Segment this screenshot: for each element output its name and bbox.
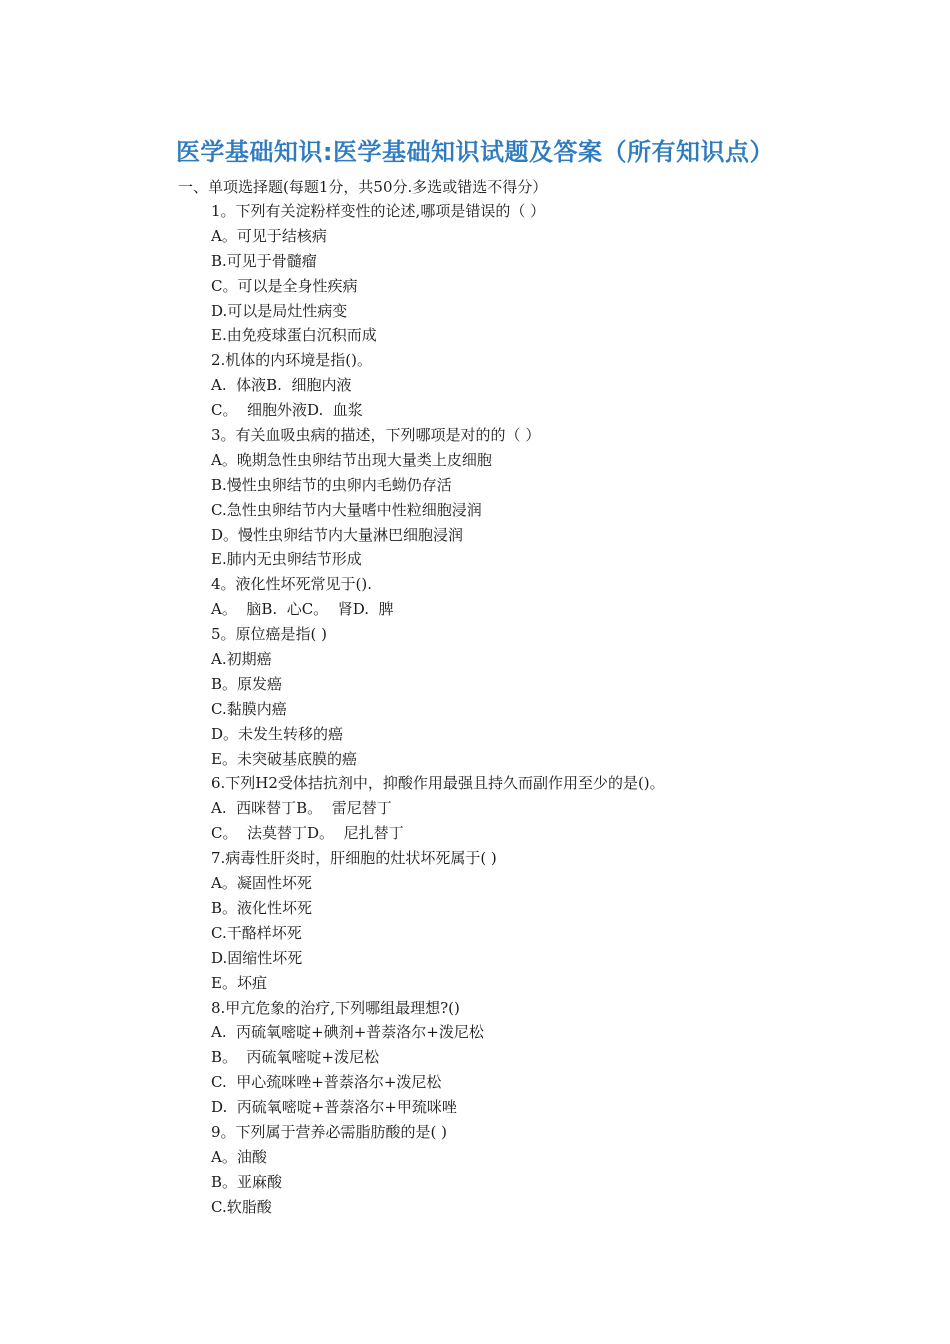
question-text: 3。有关血吸虫病的描述，下列哪项是对的的（ ） <box>211 426 541 445</box>
question-text: 8.甲亢危象的治疗,下列哪组最理想?() <box>211 998 460 1017</box>
answer-option: C。 法莫替丁D。 尼扎替丁 <box>211 824 404 843</box>
answer-option: A. 体液B. 细胞内液 <box>211 376 352 395</box>
answer-option: B.慢性虫卵结节的虫卵内毛蚴仍存活 <box>211 475 452 494</box>
answer-option: C。 细胞外液D. 血浆 <box>211 401 363 420</box>
question-text: 4。液化性坏死常见于(). <box>211 575 373 594</box>
answer-option: C.软脂酸 <box>211 1197 272 1216</box>
question-text: 9。下列属于营养必需脂肪酸的是( ) <box>211 1122 448 1141</box>
answer-option: C.黏膜内癌 <box>211 699 287 718</box>
answer-option: B。 丙硫氧嘧啶+泼尼松 <box>211 1048 380 1067</box>
answer-option: C。可以是全身性疾病 <box>211 276 358 295</box>
answer-option: B。原发癌 <box>211 674 283 693</box>
answer-option: A. 西咪替丁B。 雷尼替丁 <box>211 799 392 818</box>
answer-option: B。液化性坏死 <box>211 898 313 917</box>
answer-option: C. 甲心巯咪唑+普萘洛尔+泼尼松 <box>211 1073 442 1092</box>
answer-option: D.可以是局灶性病变 <box>211 301 348 320</box>
answer-option: D. 丙硫氧嘧啶+普萘洛尔+甲巯咪唑 <box>211 1098 457 1117</box>
answer-option: D。未发生转移的癌 <box>211 724 344 743</box>
answer-option: C.急性虫卵结节内大量嗜中性粒细胞浸润 <box>211 500 482 519</box>
answer-option: E。坏疽 <box>211 973 267 992</box>
question-text: 7.病毒性肝炎时，肝细胞的灶状坏死属于( ) <box>211 849 497 868</box>
answer-option: E。未突破基底膜的癌 <box>211 749 357 768</box>
answer-option: D.固缩性坏死 <box>211 948 303 967</box>
answer-option: C.干酪样坏死 <box>211 923 302 942</box>
answer-option: A. 丙硫氧嘧啶+碘剂+普萘洛尔+泼尼松 <box>211 1023 484 1042</box>
answer-option: A。油酸 <box>211 1147 267 1166</box>
answer-option: A。可见于结核病 <box>211 226 327 245</box>
answer-option: E.由免疫球蛋白沉积而成 <box>211 326 377 345</box>
answer-option: A。晚期急性虫卵结节出现大量类上皮细胞 <box>211 450 492 469</box>
section-heading: 一、单项选择题(每题1分，共50分.多选或错选不得分） <box>178 178 548 196</box>
question-text: 2.机体的内环境是指()。 <box>211 351 373 370</box>
answer-option: B。亚麻酸 <box>211 1172 283 1191</box>
document-title: 医学基础知识:医学基础知识试题及答案（所有知识点） <box>175 138 775 166</box>
answer-option: B.可见于骨髓瘤 <box>211 251 317 270</box>
question-list <box>211 199 665 1220</box>
answer-option: A。凝固性坏死 <box>211 874 312 893</box>
answer-option: A。 脑B. 心C。 肾D. 脾 <box>211 600 394 619</box>
answer-option: D。慢性虫卵结节内大量淋巴细胞浸润 <box>211 525 464 544</box>
question-text: 5。原位癌是指( ) <box>211 625 328 644</box>
question-text: 1。下列有关淀粉样变性的论述,哪项是错误的（ ） <box>211 202 546 220</box>
answer-option: A.初期癌 <box>211 650 272 669</box>
answer-option: E.肺内无虫卵结节形成 <box>211 550 362 569</box>
question-text: 6.下列H2受体拮抗剂中，抑酸作用最强且持久而副作用至少的是()。 <box>211 774 665 793</box>
